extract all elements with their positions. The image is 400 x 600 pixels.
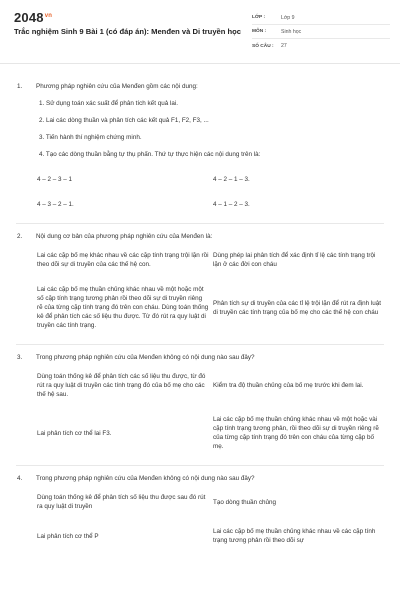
answer-option[interactable]: Kiểm tra độ thuần chủng của bố mẹ trước khi đem lai. [213, 382, 364, 389]
answer-option[interactable]: Lai các cặp bố mẹ thuần chủng khác nhau về một hoặc vài cặp tính trạng tương phản, rồi theo dõi sự di truyền riêng rẽ của từng cặp tính trạng đó trên con cháu của từng cặp bố mẹ. [213, 416, 379, 450]
question-header [17, 232, 384, 241]
question-number: 1. [17, 83, 23, 90]
meta-label: LỚP : [252, 15, 266, 20]
question-number: 3. [17, 354, 23, 361]
question-header [17, 474, 384, 483]
answer-option[interactable]: 4 – 2 – 1 – 3. [213, 176, 250, 183]
quiz-meta [252, 11, 390, 53]
meta-row-count [252, 39, 390, 53]
question-text: Trong phương pháp nghiên cứu của Menđen không có nội dung nào sau đây? [36, 475, 255, 482]
page-title: Trắc nghiệm Sinh 9 Bài 1 (có đáp án): Menđen và Di truyền học [14, 27, 242, 36]
answer-option[interactable]: Dùng toán thống kê để phân tích số liệu thu được sau đó rút ra quy luật di truyền [37, 494, 206, 510]
question-header [17, 82, 384, 91]
answer-option[interactable]: Lai các cặp bố mẹ khác nhau về các cặp tính trạng trội lặn rồi theo dõi sự di truyền của các thế hệ con. [37, 252, 209, 268]
answer-option[interactable]: 4 – 1 – 2 – 3. [213, 201, 250, 208]
question-list [0, 64, 400, 553]
answer-option[interactable]: Tạo dòng thuần chủng [213, 498, 277, 506]
question-number: 4. [17, 475, 23, 482]
statement: 3. Tiến hành thí nghiệm chứng minh. [39, 134, 142, 141]
answer-options [37, 243, 384, 338]
question-4 [0, 466, 400, 553]
meta-row-subject [252, 25, 390, 39]
question-text: Nội dung cơ bản của phương pháp nghiên cứu của Menđen là: [36, 233, 213, 240]
site-logo[interactable] [14, 10, 52, 25]
answer-options [37, 485, 384, 553]
question-2 [0, 224, 400, 338]
meta-label: SỐ CÂU : [252, 43, 274, 49]
meta-value: 27 [281, 43, 287, 49]
question-3 [0, 345, 400, 459]
question-text: Trong phương pháp nghiên cứu của Menđen không có nội dung nào sau đây? [36, 354, 255, 361]
question-statements [39, 99, 384, 159]
meta-value: Sinh học [281, 28, 302, 35]
statement: 1. Sử dụng toán xác suất để phân tích kết quả lai. [39, 100, 178, 107]
header [0, 0, 400, 64]
logo-suffix: vn [44, 12, 53, 19]
answer-option[interactable]: 4 – 3 – 2 – 1. [37, 201, 74, 208]
answer-option[interactable]: Phân tích sự di truyền của các tỉ lệ trội lặn để rút ra định luật di truyền các tính trạng của bố mẹ cho các thế hệ con cháu [213, 299, 382, 316]
meta-label: MÔN : [252, 29, 267, 34]
statement: 2. Lai các dòng thuần và phân tích các kết quả F1, F2, F3, ... [39, 117, 209, 124]
question-header [17, 353, 384, 362]
answer-option[interactable]: Lai phân tích cơ thể lai F3. [37, 429, 112, 437]
logo-text: 2048 [14, 10, 44, 25]
answer-option[interactable]: Lai các cặp bố mẹ thuần chủng khác nhau về các cặp tính trạng tương phản rồi theo dõi sự [213, 528, 376, 544]
answer-options [37, 167, 384, 217]
answer-option[interactable]: Lai các cặp bố mẹ thuần chủng khác nhau về một hoặc một số cặp tính trạng tương phản rồi theo dõi sự di truyền riêng rẽ của từng cặp tính trạng đó trên con cháu. Dùng toán thống kê để phân tích các số liệu thu được. Từ đó rút ra quy luật di truyền các tính trạng. [37, 286, 209, 329]
answer-option[interactable]: Lai phân tích cơ thể P [37, 532, 99, 540]
meta-value: Lớp 9 [281, 14, 295, 21]
statement: 4. Tạo các dòng thuần bằng tự thụ phấn. Thứ tự thực hiện các nội dung trên là: [39, 151, 261, 158]
answer-option[interactable]: 4 – 2 – 3 – 1 [37, 176, 73, 183]
question-number: 2. [17, 233, 23, 240]
answer-options [37, 364, 384, 459]
meta-row-grade [252, 11, 390, 25]
answer-option[interactable]: Dùng phép lai phân tích để xác định tỉ lệ các tính trạng trội lặn ở các đời con cháu [213, 252, 376, 268]
answer-option[interactable]: Dùng toán thống kê để phân tích các số liệu thu được, từ đó rút ra quy luật di truyền các tính trạng đó của bố mẹ cho các thế hệ sau. [37, 373, 206, 398]
question-1 [0, 64, 400, 217]
question-text: Phương pháp nghiên cứu của Menđen gồm các nội dung: [36, 83, 198, 90]
